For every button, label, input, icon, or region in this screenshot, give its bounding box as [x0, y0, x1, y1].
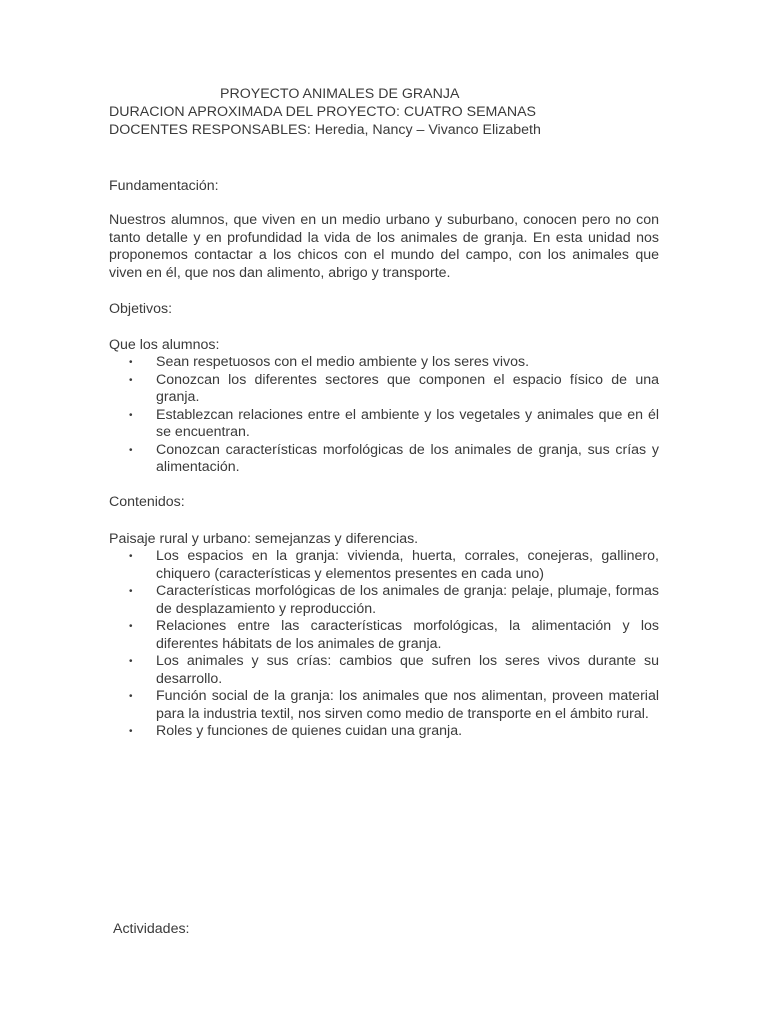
responsible-teachers: DOCENTES RESPONSABLES: Heredia, Nancy – Vivanco Elizabeth: [109, 122, 541, 138]
project-duration: DURACION APROXIMADA DEL PROYECTO: CUATRO SEMANAS: [109, 104, 537, 120]
objetivos-list: [109, 354, 659, 477]
contenidos-intro: Paisaje rural y urbano: semejanzas y diferencias.: [109, 531, 419, 547]
bullet-icon: •: [129, 444, 133, 456]
list-item: • Establezcan relaciones entre el ambiente y los vegetales y animales que en él se encuentran.: [129, 406, 659, 440]
bullet-icon: •: [129, 726, 133, 737]
list-item: • Características morfológicas de los animales de granja: pelaje, plumaje, formas de desplazamiento y reproducción.: [129, 583, 659, 617]
fundamentacion-heading: Fundamentación:: [109, 178, 219, 194]
bullet-icon: •: [129, 374, 133, 386]
list-item: • Conozcan características morfológicas de los animales de granja, sus crías y alimentación.: [129, 441, 659, 475]
bullet-icon: •: [129, 621, 133, 632]
list-item: • Función social de la granja: los animales que nos alimentan, proveen material para la industria textil, nos sirven como medio de transporte en el ámbito rural.: [129, 688, 659, 722]
list-item: • Los animales y sus crías: cambios que sufren los seres vivos durante su desarrollo.: [129, 653, 659, 687]
bullet-icon: •: [129, 409, 133, 421]
list-item: • Los espacios en la granja: vivienda, huerta, corrales, conejeras, gallinero, chiquero (características y elementos presentes en cada uno): [129, 548, 659, 582]
list-item: • Sean respetuosos con el medio ambiente y los seres vivos.: [129, 354, 530, 370]
document-title: PROYECTO ANIMALES DE GRANJA: [220, 86, 460, 102]
list-item: • Relaciones entre las características morfológicas, la alimentación y los diferentes hábitats de los animales de granja.: [129, 618, 659, 652]
bullet-icon: •: [129, 551, 133, 562]
bullet-icon: •: [129, 656, 133, 667]
objetivos-heading: Objetivos:: [109, 301, 173, 317]
fundamentacion-paragraph: Nuestros alumnos, que viven en un medio urbano y suburbano, conocen pero no con tanto detalle y en profundidad la vida de los animales de granja. En esta unidad nos proponemos contactar a los chicos con el mundo del campo, con los animales que viven en él, que nos dan alimento, abrigo y transporte.: [109, 212, 659, 281]
contenidos-heading: Contenidos:: [109, 494, 185, 510]
list-item: • Conozcan los diferentes sectores que componen el espacio físico de una granja.: [129, 371, 659, 405]
bullet-icon: •: [129, 357, 133, 368]
bullet-icon: •: [129, 586, 133, 597]
actividades-heading: Actividades:: [113, 921, 190, 937]
contenidos-list: [109, 548, 659, 741]
objetivos-intro: Que los alumnos:: [109, 337, 220, 353]
bullet-icon: •: [129, 691, 133, 702]
list-item: • Roles y funciones de quienes cuidan una granja.: [129, 723, 463, 739]
